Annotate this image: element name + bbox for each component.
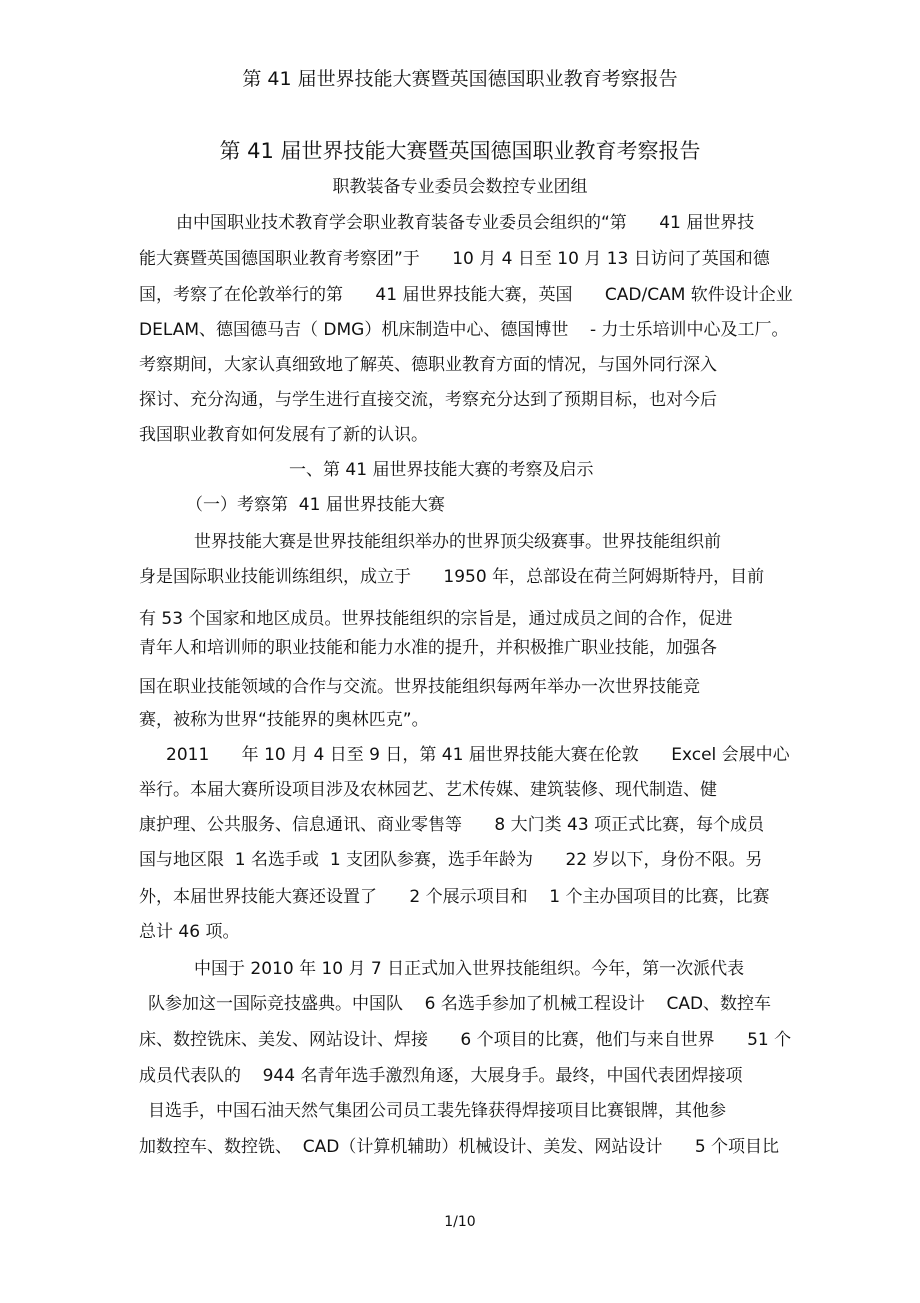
body-line: 目选手，中国石油天然气集团公司员工裴先锋获得焊接项目比赛银牌，其他参 xyxy=(148,1101,726,1121)
subsection-heading: （一）考察第 41 届世界技能大赛 xyxy=(186,495,445,515)
body-line: 国与地区限 1 名选手或 1 支团队参赛，选手年龄为 22 岁以下，身份不限。另 xyxy=(139,850,763,870)
body-line: 举行。本届大赛所设项目涉及农林园艺、艺术传媒、建筑装修、现代制造、健 xyxy=(139,780,717,800)
body-line: 世界技能大赛是世界技能组织举办的世界顶尖级赛事。世界技能组织前 xyxy=(194,532,721,552)
body-line: 我国职业教育如何发展有了新的认识。 xyxy=(139,425,428,445)
body-line: 由中国职业技术教育学会职业教育装备专业委员会组织的“第 41 届世界技 xyxy=(176,213,755,233)
section-heading: 一、第 41 届世界技能大赛的考察及启示 xyxy=(289,460,594,480)
body-line: 能大赛暨英国德国职业教育考察团”于 10 月 4 日至 10 月 13 日访问了英国和德 xyxy=(139,249,770,269)
body-line: 中国于 2010 年 10 月 7 日正式加入世界技能组织。今年，第一次派代表 xyxy=(194,959,745,979)
body-line: 青年人和培训师的职业技能和能力水准的提升，并积极推广职业技能，加强各 xyxy=(139,638,717,658)
body-line: 康护理、公共服务、信息通讯、商业零售等 8 大门类 43 项正式比赛，每个成员 xyxy=(139,815,765,835)
running-header-title: 第 41 届世界技能大赛暨英国德国职业教育考察报告 xyxy=(242,68,678,90)
body-line: 队参加这一国际竞技盛典。中国队 6 名选手参加了机械工程设计 CAD、数控车 xyxy=(148,994,772,1014)
body-line: 床、数控铣床、美发、网站设计、焊接 6 个项目的比赛，他们与来自世界 51 个 xyxy=(139,1030,792,1050)
body-line: 身是国际职业技能训练组织，成立于 1950 年，总部设在荷兰阿姆斯特丹，目前 xyxy=(139,567,765,587)
body-line: 国，考察了在伦敦举行的第 41 届世界技能大赛，英国 CAD/CAM 软件设计企业 xyxy=(139,285,793,305)
page-number: 1/10 xyxy=(444,1214,476,1230)
body-line: 考察期间，大家认真细致地了解英、德职业教育方面的情况，与国外同行深入 xyxy=(139,355,717,375)
body-line: DELAM、德国德马吉（ DMG）机床制造中心、德国博世 - 力士乐培训中心及工厂。 xyxy=(139,320,789,340)
document-subtitle: 职教装备专业委员会数控专业团组 xyxy=(332,177,588,197)
body-line: 有 53 个国家和地区成员。世界技能组织的宗旨是，通过成员之间的合作，促进 xyxy=(139,609,733,629)
body-line: 探讨、充分沟通，与学生进行直接交流，考察充分达到了预期目标，也对今后 xyxy=(139,390,717,410)
body-line: 2011 年 10 月 4 日至 9 日，第 41 届世界技能大赛在伦敦 Excel 会展中心 xyxy=(166,745,790,765)
body-line: 加数控车、数控铣、 CAD（计算机辅助）机械设计、美发、网站设计 5 个项目比 xyxy=(139,1137,780,1157)
body-line: 外，本届世界技能大赛还设置了 2 个展示项目和 1 个主办国项目的比赛，比赛 xyxy=(139,887,770,907)
document-title: 第 41 届世界技能大赛暨英国德国职业教育考察报告 xyxy=(219,139,701,163)
body-line: 国在职业技能领域的合作与交流。世界技能组织每两年举办一次世界技能竞 xyxy=(139,677,700,697)
body-line: 总计 46 项。 xyxy=(139,922,240,942)
body-line: 赛，被称为世界“技能界的奥林匹克”。 xyxy=(139,710,429,730)
body-line: 成员代表队的 944 名青年选手激烈角逐，大展身手。最终，中国代表团焊接项 xyxy=(139,1066,743,1086)
